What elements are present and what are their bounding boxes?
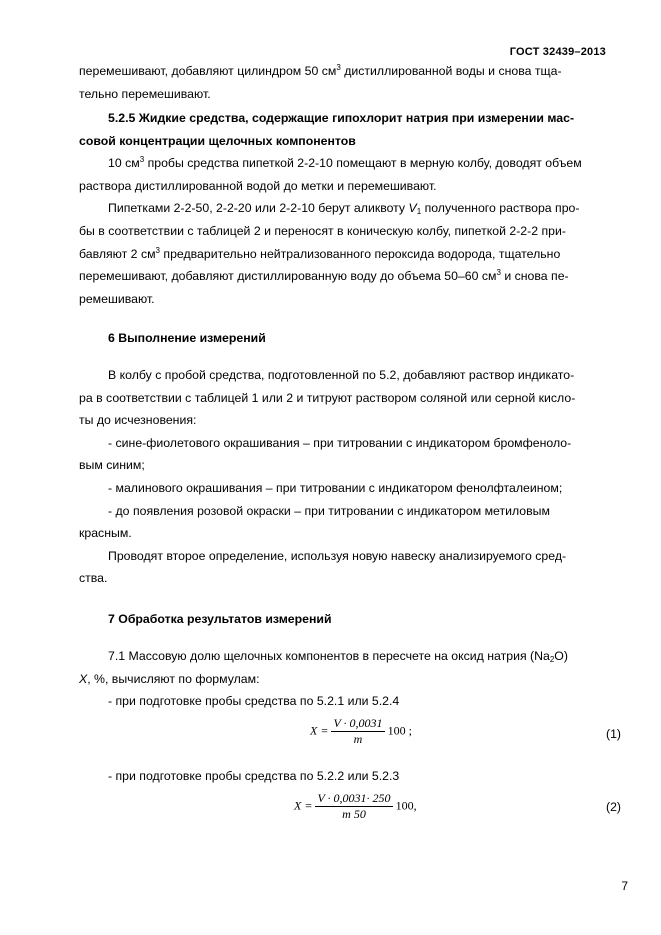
- text-line: перемешивают, добавляют цилиндром 50 $см^3$ дистиллированной воды и снова тща-: [79, 63, 562, 78]
- list-item: - сине-фиолетового окрашивания – при титровании с индикатором бромфеноло-: [108, 435, 572, 450]
- text-line: раствора дистиллированной водой до метки и перемешивают.: [79, 178, 437, 193]
- equation-number-1: (1): [605, 727, 621, 741]
- paragraph: Проводят второе определение, используя новую навеску анализируемого сред-: [108, 548, 567, 563]
- text-line: тельно перемешивают.: [79, 86, 211, 101]
- section-6-heading: 6 Выполнение измерений: [108, 331, 266, 345]
- text-line: ра в соответствии с таблицей 1 или 2 и титруют раствором соляной или серной кисло-: [79, 390, 576, 405]
- paragraph: 10 $см^3$ пробы средства пипеткой 2-2-10 помещают в мерную колбу, доводят объем: [108, 155, 582, 171]
- formula-2: X = $\frac{V \cdot 0,0031\cdot 250}{m 50}$ 100,: [294, 791, 417, 821]
- text-line: вым синим;: [79, 458, 145, 473]
- section-5-2-5-title-cont: совой концентрации щелочных компонентов: [79, 133, 356, 148]
- section-7-body: [79, 645, 629, 713]
- text-line: ремешивают.: [79, 291, 155, 306]
- formula-1-denominator: m: [331, 731, 384, 747]
- document-id-header: ГОСТ 32439–2013: [509, 46, 606, 58]
- section-5-2-5-title: 5.2.5 Жидкие средства, содержащие гипохлорит натрия при измерении мас-: [108, 111, 575, 125]
- formula-2-numerator: V · 0,0031· 250: [317, 791, 391, 805]
- equation-number-2: (2): [605, 800, 621, 814]
- page-number: 7: [621, 879, 628, 893]
- list-item: - до появления розовой окраски – при титровании с индикатором метиловым: [108, 503, 550, 518]
- text-line: бавляют 2 $см^3$ предварительно нейтрализованного пероксида водорода, тщательно: [79, 245, 561, 261]
- section-5-2-5: [79, 107, 629, 310]
- continuation-paragraph: [79, 60, 629, 105]
- text-line: ты до исчезновения:: [79, 413, 197, 428]
- section-6-body: [79, 364, 629, 590]
- formula-2-denominator: m 50: [315, 806, 392, 822]
- list-item: - при подготовке пробы средства по 5.2.1 или 5.2.4: [108, 694, 400, 709]
- text-line: ства.: [79, 571, 108, 586]
- list-item: - малинового окрашивания – при титровании с индикатором фенолфталеином;: [108, 480, 563, 495]
- list-item: - при подготовке пробы средства по 5.2.2 или 5.2.3: [108, 769, 400, 783]
- paragraph: Пипетками 2-2-50, 2-2-20 или 2-2-10 берут аликвоту $V_1$ полученного раствора про-: [108, 201, 580, 217]
- formula-1: X = $\frac{V \cdot 0,0031}{m}$ 100 ;: [310, 716, 412, 746]
- formula-1-numerator: V · 0,0031: [333, 716, 383, 730]
- text-line: бы в соответствии с таблицей 2 и переносят в коническую колбу, пипеткой 2-2-2 при-: [79, 223, 566, 238]
- paragraph: В колбу с пробой средства, подготовленной по 5.2, добавляют раствор индикато-: [108, 368, 575, 382]
- section-7-body-2: [79, 765, 629, 788]
- text-line: перемешивают, добавляют дистиллированную воду до объема 50–60 $см^3$ и снова пе-: [79, 268, 569, 284]
- paragraph: 7.1 Массовую долю щелочных компонентов в пересчете на оксид натрия $(Na_2O)$: [108, 649, 568, 664]
- text-line: X, %, вычисляют по формулам:: [79, 671, 260, 686]
- section-7-heading: 7 Обработка результатов измерений: [108, 612, 332, 626]
- text-line: красным.: [79, 526, 132, 541]
